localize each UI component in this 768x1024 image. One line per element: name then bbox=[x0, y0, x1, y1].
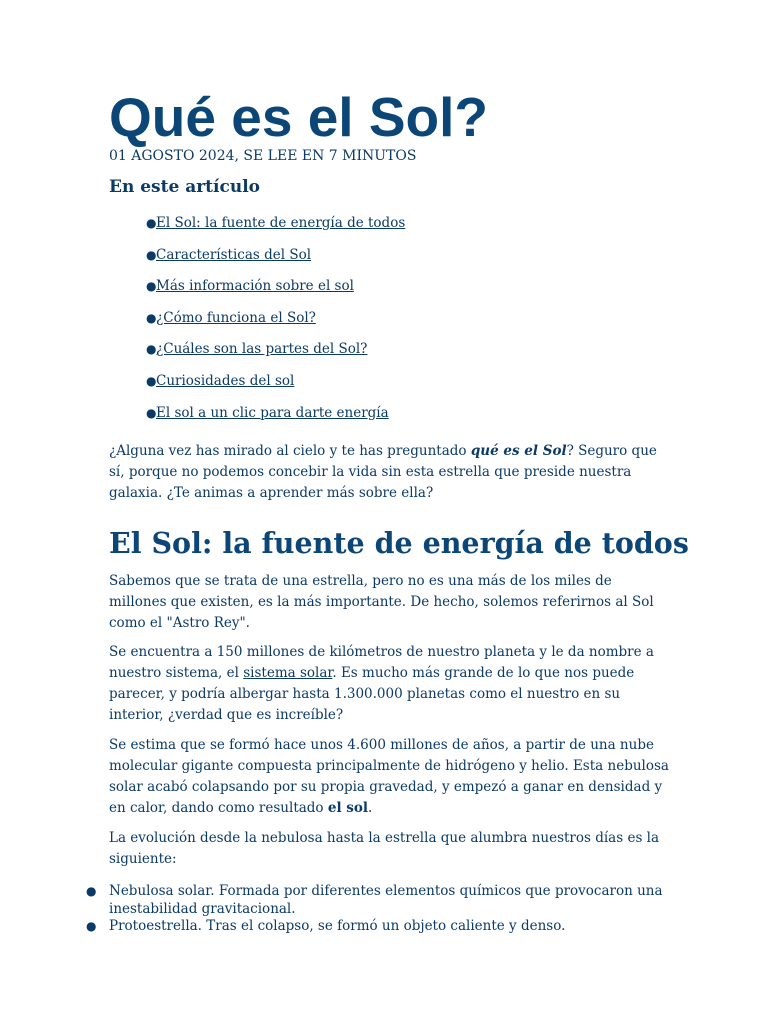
bullet-icon: ● bbox=[86, 884, 97, 898]
bullet-icon: ● bbox=[146, 216, 157, 230]
toc-item bbox=[146, 403, 405, 435]
bullet-icon: ● bbox=[146, 279, 157, 294]
paragraph-sistema-solar bbox=[109, 642, 669, 726]
paragraph-text: Se estima que se formó hace unos 4.600 millones de años, a partir de una nube molecular gigante compuesta principalmente de hidrógeno y helio. Esta nebulosa solar acabó colapsando por su propia gravedad, y empezó a ganar en densidad y en calor, dando como resultado bbox=[109, 737, 669, 816]
paragraph-text: Se encuentra a 150 millones de kilómetros de nuestro planeta y le da nombre a nuestro sistema, el bbox=[109, 644, 654, 681]
intro-paragraph bbox=[109, 441, 669, 504]
paragraph-bold: el sol bbox=[327, 800, 369, 816]
sistema-solar-link[interactable]: sistema solar bbox=[243, 665, 333, 681]
bullet-icon: ● bbox=[146, 405, 157, 420]
article-title: Qué es el Sol? bbox=[109, 86, 489, 148]
bullet-icon: ● bbox=[146, 310, 157, 325]
toc-link-como-funciona[interactable]: ¿Cómo funciona el Sol? bbox=[156, 309, 316, 326]
bullet-icon: ● bbox=[146, 247, 157, 262]
toc-item bbox=[146, 371, 405, 403]
paragraph-astro-rey: Sabemos que se trata de una estrella, pero no es una más de los miles de millones que existen, es la más importante. De hecho, solemos referirnos al Sol como el "Astro Rey". bbox=[109, 573, 654, 631]
toc-item bbox=[146, 276, 405, 308]
toc-link-curiosidades[interactable]: Curiosidades del sol bbox=[156, 372, 295, 389]
intro-text: ¿Alguna vez has mirado al cielo y te has preguntado bbox=[109, 443, 471, 459]
list-item bbox=[86, 918, 686, 936]
bullet-icon: ● bbox=[146, 373, 157, 388]
toc-item bbox=[146, 308, 405, 340]
bullet-icon: ● bbox=[146, 342, 157, 357]
toc-link-fuente-energia[interactable]: El Sol: la fuente de energía de todos bbox=[156, 215, 406, 231]
evolution-list bbox=[86, 883, 686, 936]
list-item-text: Protoestrella. Tras el colapso, se formó un objeto caliente y denso. bbox=[109, 918, 566, 934]
toc-link-mas-informacion[interactable]: Más información sobre el sol bbox=[156, 278, 354, 295]
toc-link-caracteristicas[interactable]: Características del Sol bbox=[156, 246, 312, 263]
toc-item bbox=[146, 245, 405, 277]
paragraph-evolucion: La evolución desde la nebulosa hasta la estrella que alumbra nuestros días es la siguiente: bbox=[109, 830, 660, 867]
intro-text-end: ? Seguro que sí, porque no podemos concebir la vida sin esta estrella que preside nuestra galaxia. ¿Te animas a aprender más sobre ella? bbox=[109, 443, 657, 501]
section-heading: El Sol: la fuente de energía de todos bbox=[109, 526, 689, 560]
article-meta: 01 AGOSTO 2024, SE LEE EN 7 MINUTOS bbox=[109, 148, 417, 164]
list-item-text: Nebulosa solar. Formada por diferentes elementos químicos que provocaron una inestabilidad gravitacional. bbox=[109, 883, 663, 917]
toc-item bbox=[146, 213, 405, 245]
table-of-contents bbox=[146, 213, 405, 434]
paragraph-text-end: . bbox=[368, 800, 373, 816]
paragraph-text-end: . Es mucho más grande de lo que nos puede parecer, y podría albergar hasta 1.300.000 planetas como el nuestro en su interior, ¿verdad que es increíble? bbox=[109, 665, 635, 723]
bullet-icon: ● bbox=[86, 919, 97, 933]
toc-link-partes[interactable]: ¿Cuáles son las partes del Sol? bbox=[156, 341, 368, 358]
toc-heading: En este artículo bbox=[109, 177, 260, 197]
intro-emphasis: qué es el Sol bbox=[470, 443, 567, 459]
list-item bbox=[86, 883, 686, 918]
paragraph-formacion bbox=[109, 735, 669, 819]
toc-item bbox=[146, 339, 405, 371]
toc-link-un-clic[interactable]: El sol a un clic para darte energía bbox=[156, 404, 389, 421]
